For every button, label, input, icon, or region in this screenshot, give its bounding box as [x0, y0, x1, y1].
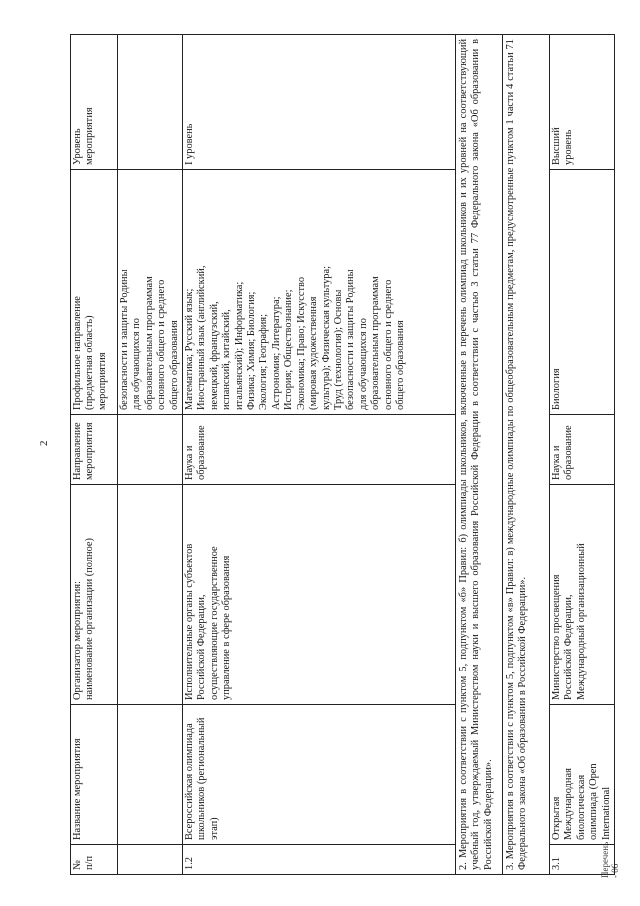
- cell-direction: Наука и образование: [183, 415, 456, 485]
- cell-name: Всероссийская олимпиада школьников (региональный этап): [183, 705, 456, 845]
- page-number: 2: [38, 440, 50, 446]
- cell-num: [118, 845, 183, 875]
- header-profile: Профильное направление (предметная область) мероприятия: [71, 170, 118, 415]
- cell-profile: Математика; Русский язык; Иностранный язык (английский, немецкий, французский, испанский, китайский, итальянский); Информатика; Физика; Химия; Биология; Экология; География; Астрономия; Литература; История; Обществознание; Экономика; Право; Искусство (мировая художественная культура); Физическая культура; Труд (технология); Основы безопасности и защиты Родины для обучающихся по образовательным программам основного общего и среднего общего образования: [183, 170, 456, 415]
- cell-organizer: [118, 485, 183, 705]
- header-num: № п/п: [71, 845, 118, 875]
- cell-organizer: Министерство просвещения Российской Федерации, Международный организационный: [550, 485, 615, 705]
- header-direction: Направление мероприятия: [71, 415, 118, 485]
- section-row: [456, 35, 503, 875]
- cell-level: [118, 35, 183, 170]
- section-3-text: 3. Мероприятия в соответствии с пунктом 5, подпунктом «в» Правил: в) международные олимпиады по общеобразовательным предметам, предусмотренные пунктом 1 части 4 статьи 71 Федерального закона «Об образовании в Российской Федерации».: [503, 35, 550, 875]
- cell-organizer: Исполнительные органы субъектов Российской Федерации, осуществляющие государственное управление в сфере образования: [183, 485, 456, 705]
- table-row: [550, 35, 615, 875]
- cell-name: [118, 705, 183, 845]
- cell-num: 3.1: [550, 845, 615, 875]
- cell-level: Высший уровень: [550, 35, 615, 170]
- events-table: [70, 34, 615, 875]
- cell-profile: безопасности и защиты Родины для обучающихся по образовательным программам основного общего и среднего общего образования: [118, 170, 183, 415]
- cell-profile: Биология: [550, 170, 615, 415]
- table-header-row: [71, 35, 118, 875]
- cell-num: 1.2: [183, 845, 456, 875]
- section-row: [503, 35, 550, 875]
- header-organizer: Организатор мероприятия: наименование организации (полное): [71, 485, 118, 705]
- table-row: [118, 35, 183, 875]
- cell-name: Открытая Международная биологическая олимпиада (Open International: [550, 705, 615, 845]
- table-row: [183, 35, 456, 875]
- cell-level: I уровень: [183, 35, 456, 170]
- footer-note: Перечень - 06: [600, 841, 620, 878]
- header-name: Название мероприятия: [71, 705, 118, 845]
- header-level: Уровень мероприятия: [71, 35, 118, 170]
- cell-direction: [118, 415, 183, 485]
- cell-direction: Наука и образование: [550, 415, 615, 485]
- section-2-text: 2. Мероприятия в соответствии с пунктом 5, подпунктом «б» Правил: б) олимпиады школьников, включенные в перечень олимпиад школьников и их уровней на соответствующий учебный год, утверждаемый Министерством науки и высшего образования Российской Федерации в соответствии с частью 3 статьи 77 Федерального закона «Об образовании в Российской Федерации».: [456, 35, 503, 875]
